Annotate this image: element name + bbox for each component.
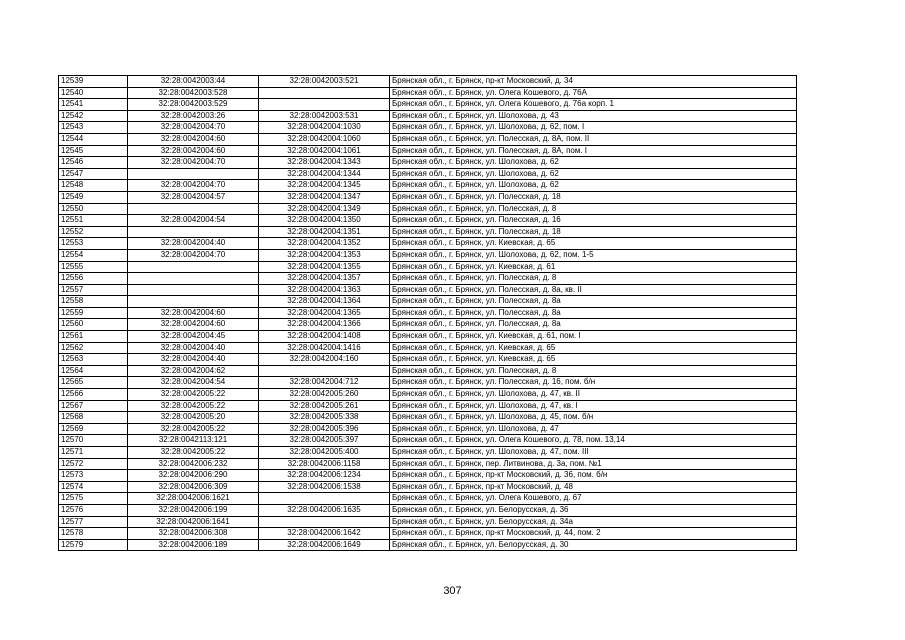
cadastral-number-cell: 32:28:0042004:1363 <box>259 284 390 296</box>
address-cell: Брянская обл., г. Брянск, ул. Киевская, д. 65 <box>390 342 797 354</box>
address-cell: Брянская обл., г. Брянск, ул. Шолохова, д. 62, пом. 1-5 <box>390 249 797 261</box>
parcel-number-cell: 32:28:0042006:1621 <box>128 493 259 505</box>
table-row <box>59 307 797 319</box>
row-number-cell: 12564 <box>59 365 128 377</box>
row-number-cell: 12566 <box>59 389 128 401</box>
table-row <box>59 493 797 505</box>
parcel-number-cell: 32:28:0042004:40 <box>128 342 259 354</box>
cadastral-number-cell: 32:28:0042006:1234 <box>259 470 390 482</box>
address-cell: Брянская обл., г. Брянск, ул. Полесская, д. 8а <box>390 296 797 308</box>
address-cell: Брянская обл., г. Брянск, ул. Полесская, д. 8 <box>390 273 797 285</box>
cadastral-number-cell: 32:28:0042004:1347 <box>259 191 390 203</box>
address-cell: Брянская обл., г. Брянск, ул. Киевская, д. 65 <box>390 238 797 250</box>
cadastral-number-cell: 32:28:0042004:1030 <box>259 122 390 134</box>
row-number-cell: 12548 <box>59 180 128 192</box>
row-number-cell: 12551 <box>59 215 128 227</box>
row-number-cell: 12570 <box>59 435 128 447</box>
parcel-number-cell: 32:28:0042006:189 <box>128 539 259 551</box>
cadastral-number-cell <box>259 365 390 377</box>
address-cell: Брянская обл., г. Брянск, ул. Полесская, д. 18 <box>390 226 797 238</box>
table-row <box>59 539 797 551</box>
cadastral-number-cell: 32:28:0042004:1364 <box>259 296 390 308</box>
row-number-cell: 12558 <box>59 296 128 308</box>
table-row <box>59 504 797 516</box>
table-row <box>59 215 797 227</box>
table-row <box>59 516 797 528</box>
address-cell: Брянская обл., г. Брянск, ул. Полесская, д. 8а <box>390 307 797 319</box>
cadastral-number-cell: 32:28:0042004:1349 <box>259 203 390 215</box>
row-number-cell: 12575 <box>59 493 128 505</box>
table-row <box>59 354 797 366</box>
address-cell: Брянская обл., г. Брянск, ул. Белорусская, д. 30 <box>390 539 797 551</box>
address-cell: Брянская обл., г. Брянск, ул. Олега Кошевого, д. 78, пом. 13,14 <box>390 435 797 447</box>
parcel-number-cell: 32:28:0042004:60 <box>128 145 259 157</box>
cadastral-number-cell: 32:28:0042004:160 <box>259 354 390 366</box>
row-number-cell: 12554 <box>59 249 128 261</box>
parcel-number-cell: 32:28:0042006:290 <box>128 470 259 482</box>
parcel-number-cell: 32:28:0042005:22 <box>128 400 259 412</box>
table-row <box>59 191 797 203</box>
table-row <box>59 331 797 343</box>
row-number-cell: 12559 <box>59 307 128 319</box>
row-number-cell: 12576 <box>59 504 128 516</box>
address-cell: Брянская обл., г. Брянск, ул. Шолохова, д. 47, пом. III <box>390 447 797 459</box>
row-number-cell: 12572 <box>59 458 128 470</box>
row-number-cell: 12569 <box>59 423 128 435</box>
parcel-number-cell: 32:28:0042004:45 <box>128 331 259 343</box>
row-number-cell: 12550 <box>59 203 128 215</box>
address-cell: Брянская обл., г. Брянск, ул. Шолохова, д. 47 <box>390 423 797 435</box>
address-cell: Брянская обл., г. Брянск, ул. Киевская, д. 65 <box>390 354 797 366</box>
cadastral-number-cell: 32:28:0042003:521 <box>259 76 390 88</box>
parcel-number-cell: 32:28:0042113:121 <box>128 435 259 447</box>
address-cell: Брянская обл., г. Брянск, ул. Полесская, д. 8А, пом. I <box>390 145 797 157</box>
address-cell: Брянская обл., г. Брянск, ул. Шолохова, д. 62 <box>390 168 797 180</box>
table-row <box>59 76 797 88</box>
address-cell: Брянская обл., г. Брянск, ул. Олега Кошевого, д. 76А <box>390 87 797 99</box>
cadastral-number-cell: 32:28:0042004:1345 <box>259 180 390 192</box>
parcel-number-cell <box>128 296 259 308</box>
parcel-number-cell: 32:28:0042004:70 <box>128 249 259 261</box>
parcel-number-cell: 32:28:0042004:70 <box>128 180 259 192</box>
table-row <box>59 423 797 435</box>
row-number-cell: 12568 <box>59 412 128 424</box>
row-number-cell: 12556 <box>59 273 128 285</box>
cadastral-number-cell: 32:28:0042004:712 <box>259 377 390 389</box>
table-row <box>59 145 797 157</box>
parcel-number-cell <box>128 284 259 296</box>
cadastral-number-cell: 32:28:0042004:1344 <box>259 168 390 180</box>
address-cell: Брянская обл., г. Брянск, ул. Олега Кошевого, д. 76а корп. 1 <box>390 99 797 111</box>
table-row <box>59 249 797 261</box>
row-number-cell: 12560 <box>59 319 128 331</box>
cadastral-number-cell: 32:28:0042003:531 <box>259 110 390 122</box>
parcel-number-cell: 32:28:0042006:232 <box>128 458 259 470</box>
table-row <box>59 261 797 273</box>
parcel-number-cell: 32:28:0042004:60 <box>128 133 259 145</box>
address-cell: Брянская обл., г. Брянск, ул. Киевская, д. 61, пом. I <box>390 331 797 343</box>
table-row <box>59 180 797 192</box>
parcel-number-cell: 32:28:0042004:60 <box>128 307 259 319</box>
parcel-number-cell: 32:28:0042003:44 <box>128 76 259 88</box>
address-cell: Брянская обл., г. Брянск, пр-кт Московский, д. 48 <box>390 481 797 493</box>
row-number-cell: 12567 <box>59 400 128 412</box>
parcel-number-cell <box>128 203 259 215</box>
table-row <box>59 528 797 540</box>
table-row <box>59 296 797 308</box>
parcel-number-cell <box>128 168 259 180</box>
cadastral-number-cell <box>259 87 390 99</box>
table-row <box>59 238 797 250</box>
row-number-cell: 12543 <box>59 122 128 134</box>
cadastral-number-cell: 32:28:0042004:1352 <box>259 238 390 250</box>
cadastral-number-cell: 32:28:0042004:1357 <box>259 273 390 285</box>
row-number-cell: 12578 <box>59 528 128 540</box>
address-cell: Брянская обл., г. Брянск, ул. Шолохова, д. 47, кв. I <box>390 400 797 412</box>
table-row <box>59 273 797 285</box>
address-cell: Брянская обл., г. Брянск, ул. Полесская, д. 18 <box>390 191 797 203</box>
table-row <box>59 133 797 145</box>
cadastral-number-cell <box>259 99 390 111</box>
row-number-cell: 12545 <box>59 145 128 157</box>
parcel-number-cell: 32:28:0042005:20 <box>128 412 259 424</box>
address-cell: Брянская обл., г. Брянск, ул. Полесская, д. 16 <box>390 215 797 227</box>
table-row <box>59 458 797 470</box>
address-cell: Брянская обл., г. Брянск, пр-кт Московский, д. 34 <box>390 76 797 88</box>
row-number-cell: 12565 <box>59 377 128 389</box>
address-cell: Брянская обл., г. Брянск, ул. Полесская, д. 16, пом. б/н <box>390 377 797 389</box>
parcel-number-cell: 32:28:0042005:22 <box>128 389 259 401</box>
table-row <box>59 319 797 331</box>
cadastral-number-cell: 32:28:0042006:1538 <box>259 481 390 493</box>
address-cell: Брянская обл., г. Брянск, ул. Шолохова, д. 62, пом. I <box>390 122 797 134</box>
row-number-cell: 12579 <box>59 539 128 551</box>
parcel-number-cell <box>128 261 259 273</box>
table-row <box>59 157 797 169</box>
address-cell: Брянская обл., г. Брянск, пер. Литвинова, д. 3а, пом. №1 <box>390 458 797 470</box>
address-cell: Брянская обл., г. Брянск, ул. Шолохова, д. 62 <box>390 157 797 169</box>
cadastral-number-cell: 32:28:0042004:1408 <box>259 331 390 343</box>
row-number-cell: 12557 <box>59 284 128 296</box>
cadastral-number-cell: 32:28:0042004:1353 <box>259 249 390 261</box>
cadastral-number-cell <box>259 493 390 505</box>
parcel-number-cell: 32:28:0042004:70 <box>128 122 259 134</box>
parcel-number-cell: 32:28:0042004:54 <box>128 377 259 389</box>
parcel-number-cell: 32:28:0042004:70 <box>128 157 259 169</box>
parcel-number-cell: 32:28:0042004:57 <box>128 191 259 203</box>
cadastral-number-cell: 32:28:0042004:1343 <box>259 157 390 169</box>
address-cell: Брянская обл., г. Брянск, ул. Шолохова, д. 62 <box>390 180 797 192</box>
row-number-cell: 12540 <box>59 87 128 99</box>
cadastral-number-cell: 32:28:0042004:1350 <box>259 215 390 227</box>
cadastral-number-cell: 32:28:0042004:1365 <box>259 307 390 319</box>
table-row <box>59 435 797 447</box>
row-number-cell: 12574 <box>59 481 128 493</box>
table-row <box>59 87 797 99</box>
address-cell: Брянская обл., г. Брянск, ул. Шолохова, д. 47, кв. II <box>390 389 797 401</box>
row-number-cell: 12544 <box>59 133 128 145</box>
address-cell: Брянская обл., г. Брянск, ул. Киевская, д. 61 <box>390 261 797 273</box>
address-cell: Брянская обл., г. Брянск, ул. Полесская, д. 8 <box>390 203 797 215</box>
row-number-cell: 12552 <box>59 226 128 238</box>
parcel-number-cell <box>128 273 259 285</box>
cadastral-number-cell: 32:28:0042006:1635 <box>259 504 390 516</box>
table-row <box>59 122 797 134</box>
cadastral-number-cell <box>259 516 390 528</box>
parcel-number-cell: 32:28:0042003:529 <box>128 99 259 111</box>
row-number-cell: 12541 <box>59 99 128 111</box>
registry-table-body <box>59 76 797 551</box>
parcel-number-cell: 32:28:0042004:62 <box>128 365 259 377</box>
table-row <box>59 389 797 401</box>
address-cell: Брянская обл., г. Брянск, ул. Шолохова, д. 45, пом. б/н <box>390 412 797 424</box>
parcel-number-cell: 32:28:0042004:54 <box>128 215 259 227</box>
cadastral-number-cell: 32:28:0042005:261 <box>259 400 390 412</box>
cadastral-number-cell: 32:28:0042004:1366 <box>259 319 390 331</box>
parcel-number-cell: 32:28:0042005:22 <box>128 447 259 459</box>
cadastral-number-cell: 32:28:0042005:400 <box>259 447 390 459</box>
address-cell: Брянская обл., г. Брянск, ул. Белорусская, д. 34а <box>390 516 797 528</box>
table-row <box>59 400 797 412</box>
address-cell: Брянская обл., г. Брянск, ул. Полесская, д. 8а, кв. II <box>390 284 797 296</box>
row-number-cell: 12555 <box>59 261 128 273</box>
cadastral-number-cell: 32:28:0042004:1416 <box>259 342 390 354</box>
registry-table <box>58 75 797 551</box>
table-row <box>59 203 797 215</box>
address-cell: Брянская обл., г. Брянск, ул. Белорусская, д. 36 <box>390 504 797 516</box>
parcel-number-cell: 32:28:0042005:22 <box>128 423 259 435</box>
address-cell: Брянская обл., г. Брянск, пр-кт Московский, д. 44, пом. 2 <box>390 528 797 540</box>
parcel-number-cell: 32:28:0042006:1641 <box>128 516 259 528</box>
row-number-cell: 12539 <box>59 76 128 88</box>
row-number-cell: 12577 <box>59 516 128 528</box>
parcel-number-cell: 32:28:0042006:309 <box>128 481 259 493</box>
table-row <box>59 447 797 459</box>
row-number-cell: 12571 <box>59 447 128 459</box>
parcel-number-cell: 32:28:0042004:40 <box>128 238 259 250</box>
parcel-number-cell: 32:28:0042003:528 <box>128 87 259 99</box>
address-cell: Брянская обл., г. Брянск, ул. Полесская, д. 8А, пом. II <box>390 133 797 145</box>
address-cell: Брянская обл., г. Брянск, ул. Полесская, д. 8а <box>390 319 797 331</box>
cadastral-number-cell: 32:28:0042005:260 <box>259 389 390 401</box>
address-cell: Брянская обл., г. Брянск, ул. Шолохова, д. 43 <box>390 110 797 122</box>
table-row <box>59 226 797 238</box>
row-number-cell: 12573 <box>59 470 128 482</box>
table-row <box>59 365 797 377</box>
address-cell: Брянская обл., г. Брянск, пр-кт Московский, д. 36, пом. б/н <box>390 470 797 482</box>
parcel-number-cell: 32:28:0042004:60 <box>128 319 259 331</box>
table-row <box>59 168 797 180</box>
address-cell: Брянская обл., г. Брянск, ул. Полесская, д. 8 <box>390 365 797 377</box>
table-row <box>59 284 797 296</box>
row-number-cell: 12546 <box>59 157 128 169</box>
row-number-cell: 12562 <box>59 342 128 354</box>
parcel-number-cell: 32:28:0042006:199 <box>128 504 259 516</box>
cadastral-number-cell: 32:28:0042006:1158 <box>259 458 390 470</box>
table-row <box>59 99 797 111</box>
row-number-cell: 12561 <box>59 331 128 343</box>
parcel-number-cell: 32:28:0042003:26 <box>128 110 259 122</box>
cadastral-number-cell: 32:28:0042004:1061 <box>259 145 390 157</box>
parcel-number-cell: 32:28:0042006:308 <box>128 528 259 540</box>
address-cell: Брянская обл., г. Брянск, ул. Олега Кошевого, д. 67 <box>390 493 797 505</box>
table-row <box>59 377 797 389</box>
cadastral-number-cell: 32:28:0042005:397 <box>259 435 390 447</box>
cadastral-number-cell: 32:28:0042006:1649 <box>259 539 390 551</box>
cadastral-number-cell: 32:28:0042006:1642 <box>259 528 390 540</box>
table-row <box>59 110 797 122</box>
cadastral-number-cell: 32:28:0042005:396 <box>259 423 390 435</box>
row-number-cell: 12553 <box>59 238 128 250</box>
row-number-cell: 12547 <box>59 168 128 180</box>
table-row <box>59 481 797 493</box>
table-row <box>59 470 797 482</box>
page-number: 307 <box>443 585 462 597</box>
row-number-cell: 12563 <box>59 354 128 366</box>
table-row <box>59 342 797 354</box>
parcel-number-cell <box>128 226 259 238</box>
table-row <box>59 412 797 424</box>
cadastral-number-cell: 32:28:0042004:1060 <box>259 133 390 145</box>
row-number-cell: 12542 <box>59 110 128 122</box>
cadastral-number-cell: 32:28:0042004:1355 <box>259 261 390 273</box>
row-number-cell: 12549 <box>59 191 128 203</box>
parcel-number-cell: 32:28:0042004:40 <box>128 354 259 366</box>
cadastral-number-cell: 32:28:0042004:1351 <box>259 226 390 238</box>
cadastral-number-cell: 32:28:0042005:338 <box>259 412 390 424</box>
